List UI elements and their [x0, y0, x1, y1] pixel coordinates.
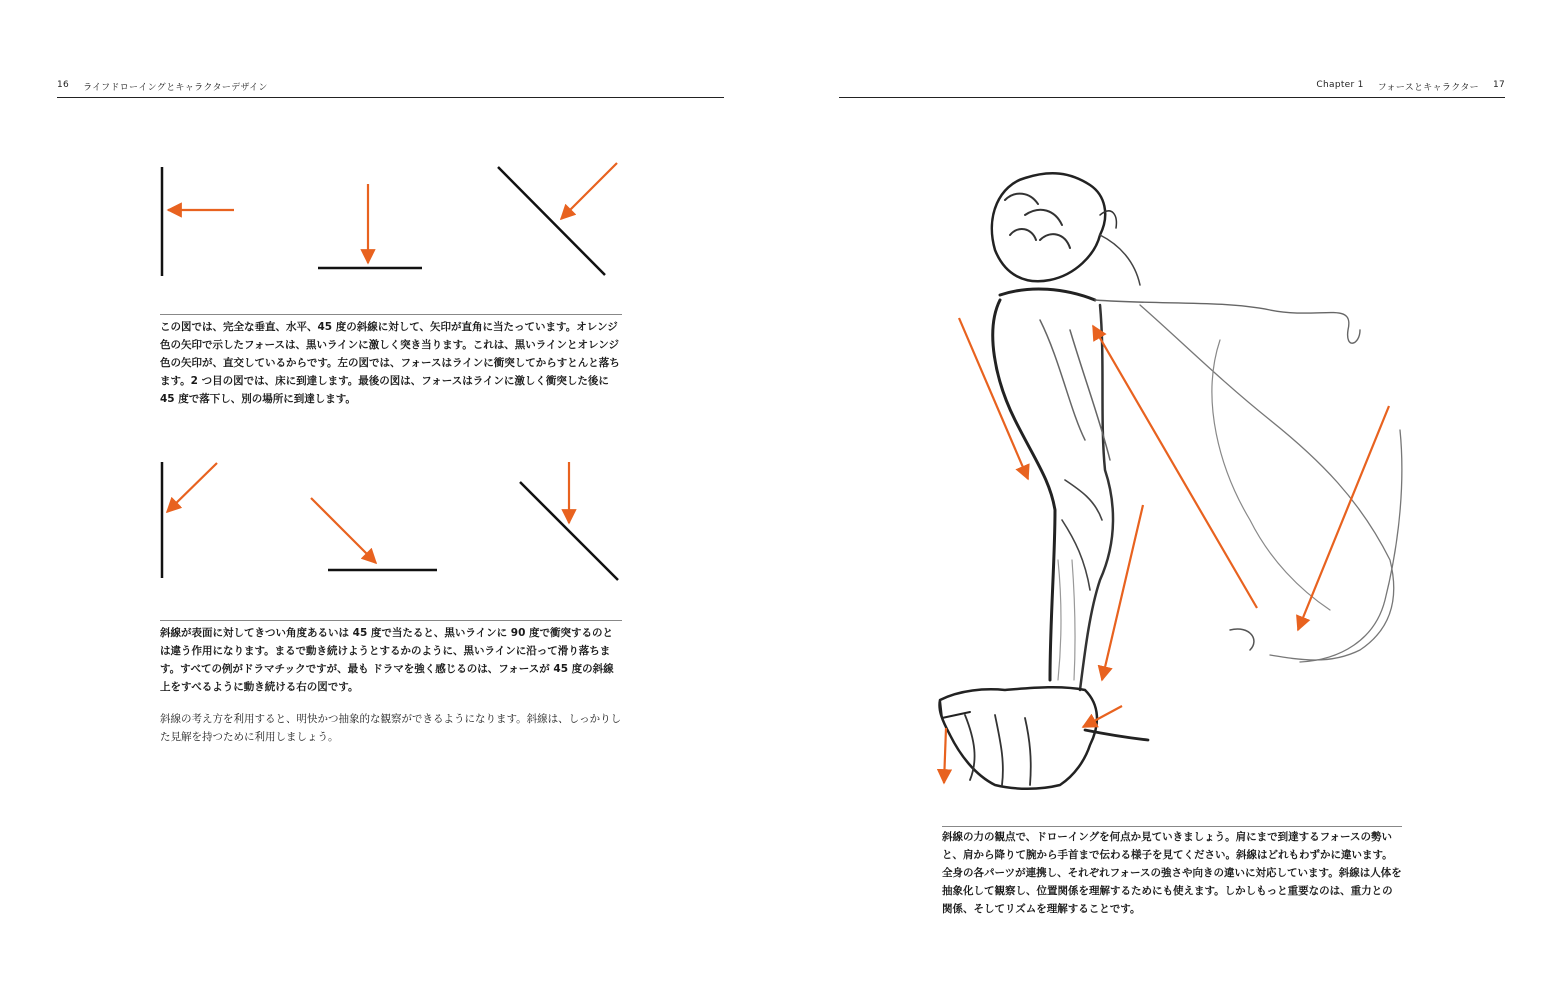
- force-arrow-icon: [167, 463, 217, 512]
- page-number-right: 17: [1492, 80, 1505, 90]
- running-head-title-right: フォースとキャラクター: [1377, 83, 1479, 93]
- force-arrow-icon: [311, 498, 376, 563]
- left-page: [0, 0, 760, 1000]
- force-arrow-icon: [1083, 706, 1122, 727]
- diagonal-line: [498, 167, 605, 275]
- force-arrow-icon: [944, 728, 946, 783]
- force-arrow-icon: [561, 163, 617, 219]
- force-diagram-perpendicular: [0, 0, 760, 1000]
- force-arrow-icon: [1298, 406, 1389, 630]
- page-number-left: 16: [57, 80, 70, 90]
- chapter-label: Chapter 1: [1316, 80, 1364, 90]
- running-head-title-left: ライフドローイングとキャラクターデザイン: [83, 83, 268, 93]
- figure-sketch: [939, 173, 1401, 788]
- right-page: [800, 0, 1563, 1000]
- caption-rule-right: [942, 826, 1402, 827]
- force-arrow-icon: [1102, 505, 1143, 680]
- caption-right: 斜線の力の観点で、ドローイングを何点か見ていきましょう。肩にまで到達するフォースの勢いと、肩から降りて腕から手首まで伝わる様子を見てください。斜線はどれもわずかに違います。全身の各パーツが連携し、それぞれフォースの強さや向きの違いに対応しています。斜線は人体を抽象化して観察し、位置関係を理解するためにも使えます。しかしもっと重要なのは、重力との関係、そしてリズムを理解することです。: [942, 831, 1402, 915]
- caption-rule-1: [160, 314, 622, 315]
- caption-1: この図では、完全な垂直、水平、45 度の斜線に対して、矢印が直角に当たっています。オレンジ色の矢印で示したフォースは、黒いラインに激しく突き当ります。これは、黒いラインとオレンジ色の矢印が、直交しているからです。左の図では、フォースはラインに衝突してからすとんと落ちます。2 つ目の図では、床に到達します。最後の図は、フォースはラインに激しく衝突した後に 45 度で落下し、別の場所に到達します。: [160, 321, 620, 405]
- caption-rule-2: [160, 620, 622, 621]
- force-arrow-icon: [1093, 326, 1257, 608]
- caption-2: 斜線が表面に対してきつい角度あるいは 45 度で当たると、黒いラインに 90 度で衝突するのとは違う作用になります。まるで動き続けようとするかのように、黒いラインに沿って滑り落ちます。すべての例がドラマチックですが、最も ドラマを強く感じるのは、フォースが 45 度の斜線上をすべるように動き続ける右の図です。: [160, 627, 614, 693]
- body-paragraph: 斜線の考え方を利用すると、明快かつ抽象的な観察ができるようになります。斜線は、しっかりした見解を持つために利用しましょう。: [160, 713, 622, 743]
